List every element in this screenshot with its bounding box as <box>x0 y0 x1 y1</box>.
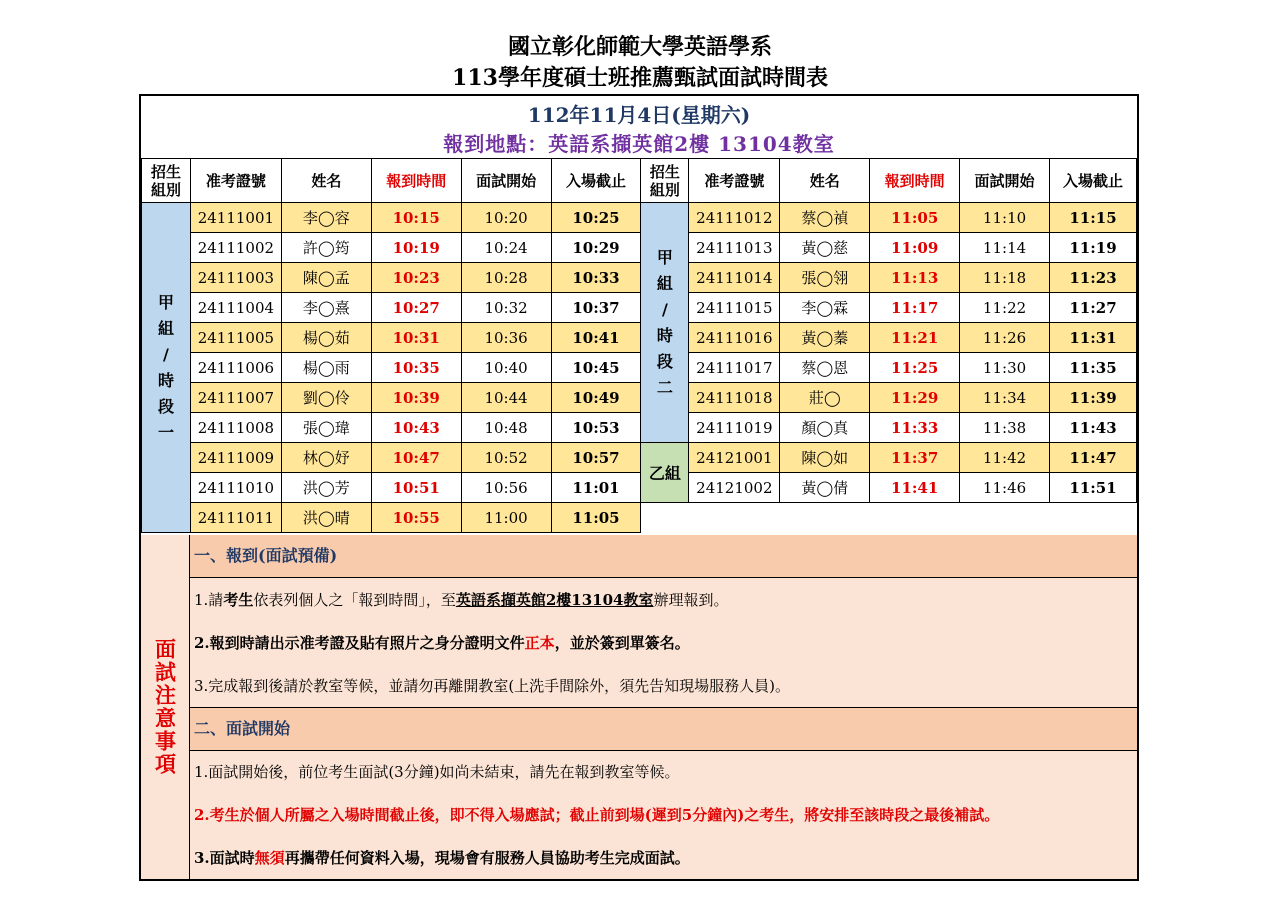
group-label-b: 乙組 <box>641 443 689 503</box>
table-row <box>142 473 1137 503</box>
left-cutoff: 10:25 <box>551 203 641 233</box>
col-header-cutoff-2: 入場截止 <box>1049 159 1136 203</box>
col-header-cutoff: 入場截止 <box>551 159 641 203</box>
right-id: 24111019 <box>689 413 780 443</box>
left-id: 24111002 <box>190 233 281 263</box>
col-header-name: 姓名 <box>281 159 371 203</box>
note-item-6: 3.面試時無須再攜帶任何資料入場，現場會有服務人員協助考生完成面試。 <box>194 848 690 867</box>
left-id: 24111004 <box>190 293 281 323</box>
left-id: 24111008 <box>190 413 281 443</box>
left-name: 許◯筠 <box>281 233 371 263</box>
right-id: 24111016 <box>689 323 780 353</box>
left-name: 楊◯雨 <box>281 353 371 383</box>
table-row <box>142 293 1137 323</box>
table-row <box>142 203 1137 233</box>
right-checkin: 11:33 <box>870 413 960 443</box>
notes-start-items <box>190 751 1137 879</box>
left-cutoff: 10:53 <box>551 413 641 443</box>
section-title-checkin: 一、報到(面試預備) <box>194 546 338 565</box>
empty-cell <box>641 503 1137 533</box>
right-cutoff: 11:43 <box>1049 413 1136 443</box>
right-checkin: 11:37 <box>870 443 960 473</box>
col-header-start: 面試開始 <box>461 159 551 203</box>
col-header-start-2: 面試開始 <box>960 159 1050 203</box>
notes-side-label <box>141 535 190 879</box>
left-cutoff: 10:49 <box>551 383 641 413</box>
right-id: 24111018 <box>689 383 780 413</box>
left-start: 10:52 <box>461 443 551 473</box>
right-name: 張◯翎 <box>780 263 870 293</box>
col-header-name-2: 姓名 <box>780 159 870 203</box>
left-name: 劉◯伶 <box>281 383 371 413</box>
note-item-5: 2.考生於個人所屬之入場時間截止後，即不得入場應試；截止前到場(遲到5分鐘內)之考生，將安排至該時段之最後補試。 <box>194 805 1000 824</box>
left-id: 24111011 <box>190 503 281 533</box>
right-start: 11:34 <box>960 383 1050 413</box>
schedule-table <box>141 158 1137 533</box>
right-checkin: 11:25 <box>870 353 960 383</box>
left-checkin: 10:35 <box>371 353 461 383</box>
right-name: 黃◯倩 <box>780 473 870 503</box>
right-start: 11:46 <box>960 473 1050 503</box>
right-id: 24121001 <box>689 443 780 473</box>
right-checkin: 11:09 <box>870 233 960 263</box>
left-name: 洪◯晴 <box>281 503 371 533</box>
right-cutoff: 11:39 <box>1049 383 1136 413</box>
left-name: 陳◯孟 <box>281 263 371 293</box>
left-name: 林◯妤 <box>281 443 371 473</box>
left-name: 楊◯茹 <box>281 323 371 353</box>
right-cutoff: 11:31 <box>1049 323 1136 353</box>
left-name: 李◯熹 <box>281 293 371 323</box>
right-start: 11:22 <box>960 293 1050 323</box>
col-header-group-2: 招生 組別 <box>641 159 689 203</box>
right-id: 24121002 <box>689 473 780 503</box>
notes-side-text: 面試注意事項 <box>152 638 178 776</box>
right-name: 蔡◯禎 <box>780 203 870 233</box>
right-cutoff: 11:15 <box>1049 203 1136 233</box>
right-checkin: 11:29 <box>870 383 960 413</box>
right-id: 24111017 <box>689 353 780 383</box>
right-checkin: 11:21 <box>870 323 960 353</box>
left-id: 24111010 <box>190 473 281 503</box>
left-checkin: 10:15 <box>371 203 461 233</box>
right-cutoff: 11:27 <box>1049 293 1136 323</box>
right-name: 顏◯真 <box>780 413 870 443</box>
left-checkin: 10:47 <box>371 443 461 473</box>
left-id: 24111003 <box>190 263 281 293</box>
right-start: 11:10 <box>960 203 1050 233</box>
right-checkin: 11:13 <box>870 263 960 293</box>
right-name: 莊◯ <box>780 383 870 413</box>
right-cutoff: 11:19 <box>1049 233 1136 263</box>
group-label-a2: 甲 組 / 時 段 二 <box>641 203 689 443</box>
right-start: 11:18 <box>960 263 1050 293</box>
left-cutoff: 10:41 <box>551 323 641 353</box>
left-checkin: 10:55 <box>371 503 461 533</box>
right-cutoff: 11:35 <box>1049 353 1136 383</box>
right-id: 24111012 <box>689 203 780 233</box>
notes-checkin-items <box>190 578 1137 708</box>
left-checkin: 10:23 <box>371 263 461 293</box>
note-item-2: 2.報到時請出示准考證及貼有照片之身分證明文件正本，並於簽到單簽名。 <box>194 633 690 652</box>
left-start: 10:56 <box>461 473 551 503</box>
table-row <box>142 413 1137 443</box>
left-id: 24111007 <box>190 383 281 413</box>
left-start: 10:20 <box>461 203 551 233</box>
col-header-checkin-2: 報到時間 <box>870 159 960 203</box>
left-cutoff: 10:57 <box>551 443 641 473</box>
note-item-4: 1.面試開始後，前位考生面試(3分鐘)如尚未結束，請先在報到教室等候。 <box>194 763 680 782</box>
right-checkin: 11:41 <box>870 473 960 503</box>
left-id: 24111006 <box>190 353 281 383</box>
left-name: 洪◯芳 <box>281 473 371 503</box>
right-start: 11:14 <box>960 233 1050 263</box>
right-start: 11:26 <box>960 323 1050 353</box>
right-start: 11:38 <box>960 413 1050 443</box>
notes-section-start <box>190 708 1137 751</box>
group-label-a1: 甲 組 / 時 段 一 <box>142 203 191 533</box>
left-start: 10:24 <box>461 233 551 263</box>
table-header-row <box>142 159 1137 203</box>
left-name: 張◯瑋 <box>281 413 371 443</box>
right-name: 陳◯如 <box>780 443 870 473</box>
left-checkin: 10:19 <box>371 233 461 263</box>
note-item-1: 1.請考生依表列個人之「報到時間」，至英語系擷英館2樓13104教室辦理報到。 <box>194 590 729 609</box>
left-start: 10:48 <box>461 413 551 443</box>
left-checkin: 10:43 <box>371 413 461 443</box>
right-start: 11:30 <box>960 353 1050 383</box>
col-header-group: 招生 組別 <box>142 159 191 203</box>
right-id: 24111015 <box>689 293 780 323</box>
left-cutoff: 10:37 <box>551 293 641 323</box>
left-checkin: 10:27 <box>371 293 461 323</box>
right-cutoff: 11:51 <box>1049 473 1136 503</box>
left-cutoff: 10:29 <box>551 233 641 263</box>
check-in-location: 報到地點：英語系擷英館2樓 13104教室 <box>443 132 835 156</box>
left-cutoff: 11:01 <box>551 473 641 503</box>
section-title-start: 二、面試開始 <box>194 719 291 738</box>
right-name: 李◯霖 <box>780 293 870 323</box>
notes-section-checkin <box>190 535 1137 578</box>
right-start: 11:42 <box>960 443 1050 473</box>
left-start: 11:00 <box>461 503 551 533</box>
left-id: 24111009 <box>190 443 281 473</box>
right-name: 黃◯蓁 <box>780 323 870 353</box>
right-id: 24111014 <box>689 263 780 293</box>
schedule-frame <box>139 94 1139 881</box>
right-checkin: 11:05 <box>870 203 960 233</box>
col-header-id-2: 准考證號 <box>689 159 780 203</box>
left-checkin: 10:31 <box>371 323 461 353</box>
left-id: 24111005 <box>190 323 281 353</box>
table-row <box>142 503 1137 533</box>
left-start: 10:32 <box>461 293 551 323</box>
right-id: 24111013 <box>689 233 780 263</box>
table-row <box>142 233 1137 263</box>
left-cutoff: 11:05 <box>551 503 641 533</box>
table-row <box>142 443 1137 473</box>
left-cutoff: 10:33 <box>551 263 641 293</box>
table-row <box>142 383 1137 413</box>
right-checkin: 11:17 <box>870 293 960 323</box>
right-cutoff: 11:23 <box>1049 263 1136 293</box>
left-checkin: 10:51 <box>371 473 461 503</box>
table-row <box>142 323 1137 353</box>
document-title: 國立彰化師範大學英語學系 <box>507 34 772 60</box>
table-row <box>142 353 1137 383</box>
left-checkin: 10:39 <box>371 383 461 413</box>
left-id: 24111001 <box>190 203 281 233</box>
interview-date: 112年11月4日(星期六) <box>527 103 751 127</box>
table-row <box>142 263 1137 293</box>
left-name: 李◯容 <box>281 203 371 233</box>
interview-notes <box>141 535 1137 879</box>
right-name: 黃◯慈 <box>780 233 870 263</box>
note-item-3: 3.完成報到後請於教室等候，並請勿再離開教室(上洗手間除外，須先告知現場服務人員)。 <box>194 676 791 695</box>
document-subtitle: 113學年度碩士班推薦甄試面試時間表 <box>452 65 828 91</box>
left-start: 10:44 <box>461 383 551 413</box>
left-start: 10:40 <box>461 353 551 383</box>
right-cutoff: 11:47 <box>1049 443 1136 473</box>
left-cutoff: 10:45 <box>551 353 641 383</box>
left-start: 10:36 <box>461 323 551 353</box>
right-name: 蔡◯恩 <box>780 353 870 383</box>
col-header-id: 准考證號 <box>190 159 281 203</box>
col-header-checkin: 報到時間 <box>371 159 461 203</box>
left-start: 10:28 <box>461 263 551 293</box>
